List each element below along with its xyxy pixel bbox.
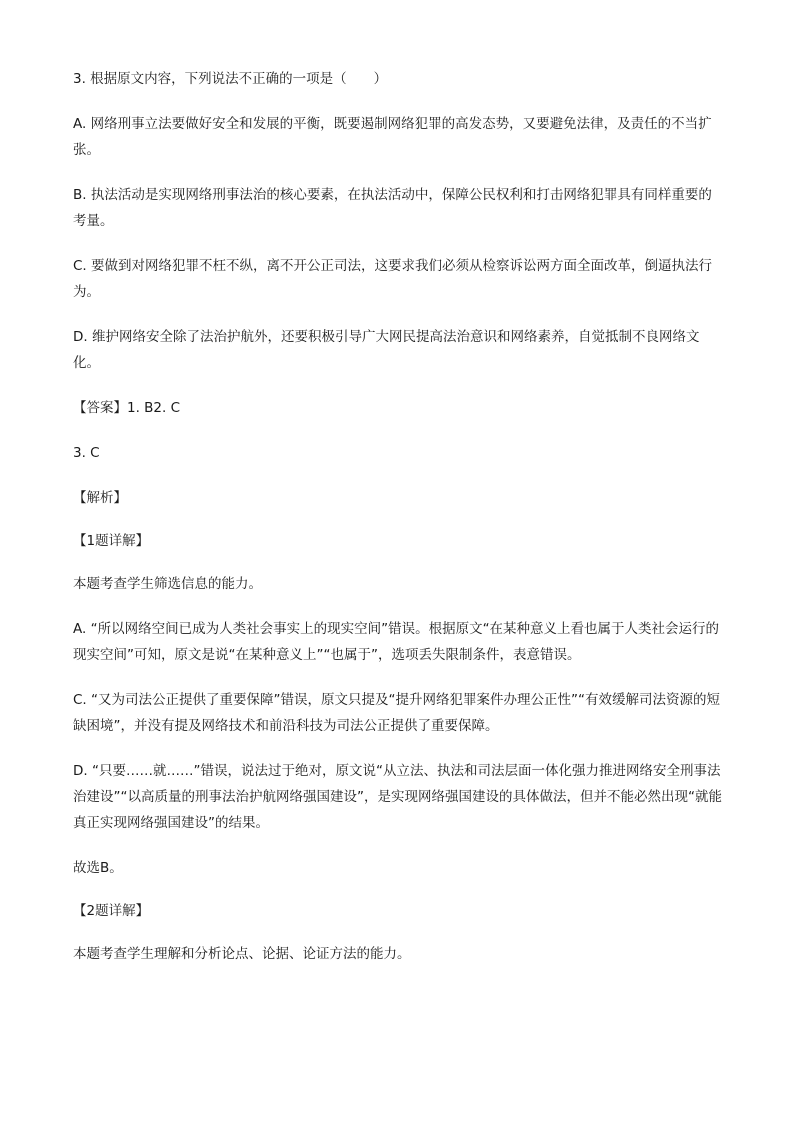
q1-point-c: C. “又为司法公正提供了重要保障”错误，原文只提及“提升网络犯罪案件办理公正性”“有效缓解司法资源的短缺困境”，并没有提及网络技术和前沿科技为司法公正提供了重要保障。 bbox=[73, 692, 720, 734]
answer-line-1: 【答案】1. B2. C bbox=[73, 400, 181, 416]
q1-intro: 本题考查学生筛选信息的能力。 bbox=[73, 576, 262, 592]
answer-line-2: 3. C bbox=[73, 445, 100, 461]
question-3-option-b: B. 执法活动是实现网络刑事法治的核心要素，在执法活动中，保障公民权利和打击网络犯罪具有同样重要的考量。 bbox=[73, 187, 712, 229]
q1-conclusion: 故选B。 bbox=[73, 860, 123, 876]
q1-point-a: A. “所以网络空间已成为人类社会事实上的现实空间”错误。根据原文“在某种意义上看也属于人类社会运行的现实空间”可知，原文是说“在某种意义上”“也属于”，选项丢失限制条件，表意错误。 bbox=[73, 621, 720, 663]
question-3-option-c: C. 要做到对网络犯罪不枉不纵，离不开公正司法，这要求我们必须从检察诉讼两方面全面改革，倒逼执法行为。 bbox=[73, 258, 713, 300]
analysis-heading: 【解析】 bbox=[73, 490, 127, 506]
q1-point-d: D. “只要……就……”错误，说法过于绝对，原文说“从立法、执法和司法层面一体化强力推进网络安全刑事法治建设”“以高质量的刑事法治护航网络强国建设”，是实现网络强国建设的具体做法，但并不能必然出现“就能真正实现网络强国建设”的结果。 bbox=[73, 763, 722, 831]
question-3-stem: 3. 根据原文内容，下列说法不正确的一项是（ ） bbox=[73, 71, 388, 87]
q2-detail-heading: 【2题详解】 bbox=[73, 903, 150, 919]
question-3-option-d: D. 维护网络安全除了法治护航外，还要积极引导广大网民提高法治意识和网络素养，自觉抵制不良网络文化。 bbox=[73, 329, 700, 371]
q2-intro: 本题考查学生理解和分析论点、论据、论证方法的能力。 bbox=[73, 946, 411, 962]
question-3-option-a: A. 网络刑事立法要做好安全和发展的平衡，既要遏制网络犯罪的高发态势，又要避免法律，及责任的不当扩张。 bbox=[73, 116, 712, 158]
document-page bbox=[73, 66, 725, 967]
q1-detail-heading: 【1题详解】 bbox=[73, 533, 150, 549]
